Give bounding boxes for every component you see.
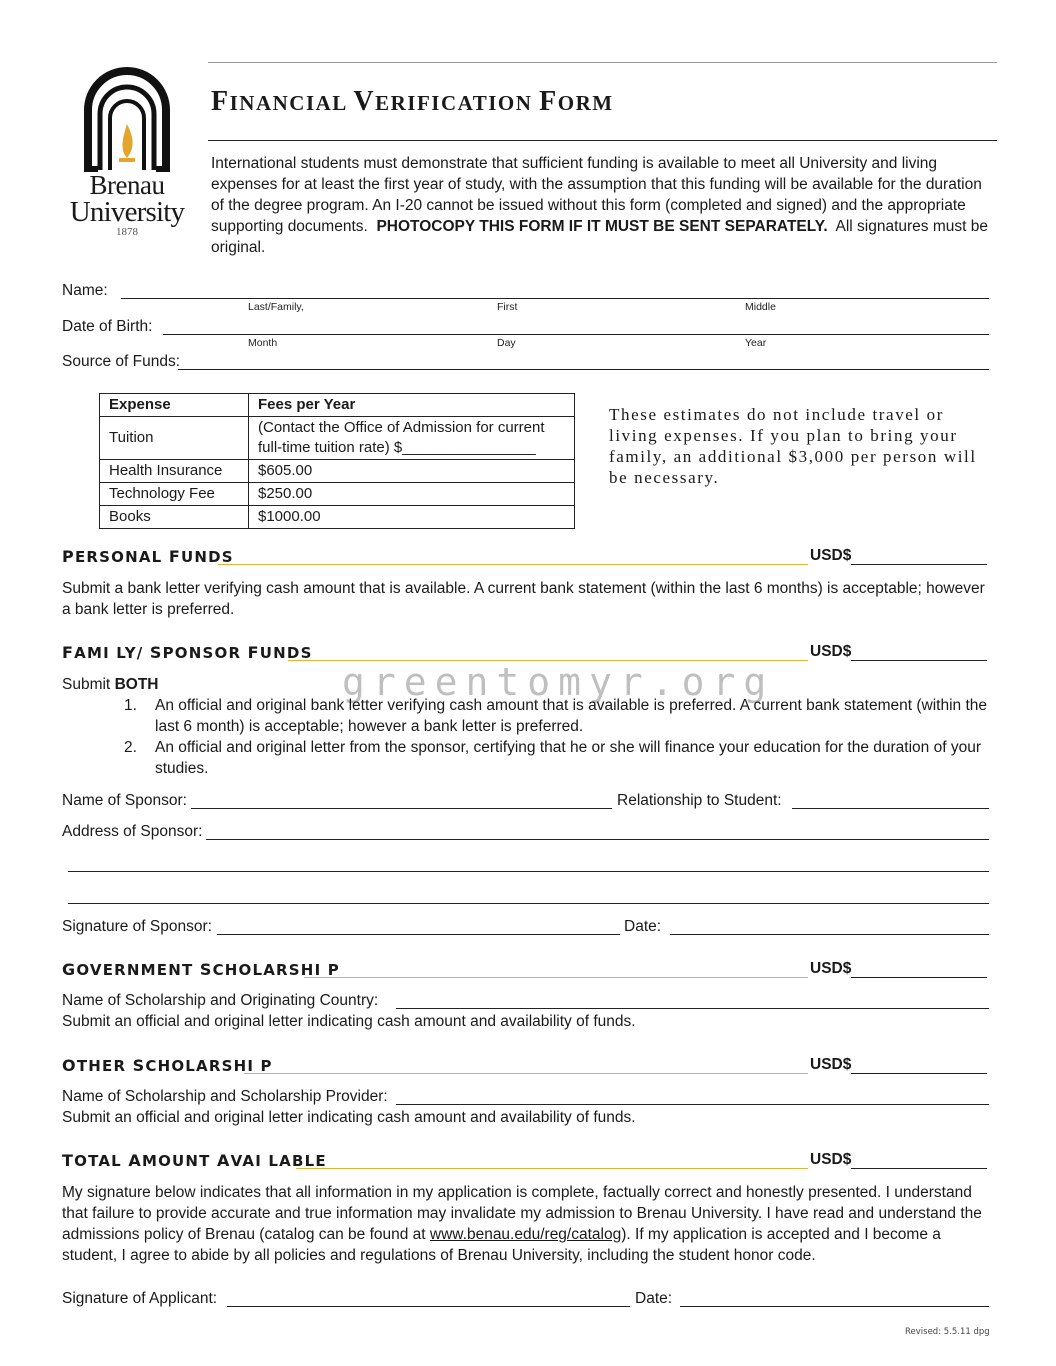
list-text: An official and original bank letter verifying cash amount that is available is preferred. A current bank statement (within the last 6 month) is acceptable; however a bank letter is preferred. bbox=[155, 697, 987, 735]
other-scholarship-heading: OTHER SCHOLARSHI P bbox=[62, 1056, 273, 1075]
dob-sub-year: Year bbox=[745, 337, 767, 349]
name-sub-first: First bbox=[497, 301, 518, 313]
applicant-statement: My signature below indicates that all information in my application is complete, factually correct and honestly presented. I understand that failure to provide accurate and true information may invalidate my admission to Brenau University. I have read and understand the admissions policy of Brenau (catalog can be found at www.benau.edu/reg/catalog). If my application is accepted and I become a student, I agree to abide by all policies and regulations of Brenau University, including the student honor code. bbox=[62, 1184, 982, 1264]
name-sub-last: Last/Family, bbox=[248, 301, 304, 313]
title-rule bbox=[208, 140, 997, 141]
sponsor-date-input-line[interactable] bbox=[670, 918, 989, 935]
catalog-link[interactable]: www.benau.edu/reg/catalog bbox=[429, 1226, 622, 1243]
applicant-date-label: Date: bbox=[635, 1290, 673, 1307]
dob-input-line[interactable] bbox=[163, 318, 989, 335]
expense-label: Technology Fee bbox=[100, 483, 249, 506]
sponsor-name-input-line[interactable] bbox=[191, 792, 612, 809]
sponsor-address-line-3[interactable] bbox=[68, 887, 989, 904]
sponsor-signature-input-line[interactable] bbox=[217, 918, 620, 935]
list-text: An official and original letter from the sponsor, certifying that he or she will finance your education for the duration of your studies. bbox=[155, 739, 981, 777]
personal-funds-heading: PERSONAL FUNDS bbox=[62, 547, 234, 566]
government-usd-field[interactable]: USD$ bbox=[810, 960, 987, 978]
table-row bbox=[100, 483, 575, 506]
list-number: 1. bbox=[124, 697, 137, 714]
table-row bbox=[100, 417, 575, 460]
sponsor-address-label: Address of Sponsor: bbox=[62, 823, 203, 840]
expense-value: $605.00 bbox=[249, 460, 575, 483]
government-scholarship-name-input-line[interactable] bbox=[396, 992, 989, 1009]
table-header-expense: Expense bbox=[100, 394, 249, 417]
government-scholarship-heading: GOVERNMENT SCHOLARSHI P bbox=[62, 960, 340, 979]
tuition-value: (Contact the Office of Admission for current full-time tuition rate) $________________ bbox=[249, 417, 575, 460]
tuition-label: Tuition bbox=[100, 417, 249, 460]
sponsor-signature-label: Signature of Sponsor: bbox=[62, 918, 212, 935]
table-header-fees: Fees per Year bbox=[249, 394, 575, 417]
family-sponsor-rule bbox=[288, 646, 808, 661]
brenau-logo bbox=[64, 62, 190, 242]
total-usd-field[interactable]: USD$ bbox=[810, 1151, 987, 1169]
sponsor-date-label: Date: bbox=[624, 918, 662, 935]
expense-value: $250.00 bbox=[249, 483, 575, 506]
government-scholarship-description: Submit an official and original letter indicating cash amount and availability of funds. bbox=[62, 1013, 636, 1030]
personal-funds-description: Submit a bank letter verifying cash amount that is available. A current bank statement (within the last 6 months) is acceptable; however a bank letter is preferred. bbox=[62, 580, 985, 618]
revised-note: Revised: 5.5.11 dpg bbox=[905, 1327, 990, 1337]
personal-funds-rule bbox=[218, 550, 808, 565]
logo-name-line1: Brenau bbox=[89, 170, 165, 200]
arch-logo-icon bbox=[64, 62, 190, 174]
sponsor-address-line-2[interactable] bbox=[68, 855, 989, 872]
table-row bbox=[100, 460, 575, 483]
logo-name-line2: University bbox=[69, 196, 185, 228]
source-input-line[interactable] bbox=[178, 353, 989, 370]
list-number: 2. bbox=[124, 739, 137, 756]
expense-table bbox=[99, 393, 575, 529]
intro-paragraph: International students must demonstrate that sufficient funding is available to meet all University and living expenses for at least the first year of study, with the assumption that this funding will be available for the duration of the degree program. An I-20 cannot be issued without this form (completed and signed) and the appropriate supporting documents. PHOTOCOPY THIS FORM IF IT MUST BE SENT SEPARATELY. All signatures must be original. bbox=[211, 155, 988, 256]
top-rule bbox=[208, 62, 997, 63]
relationship-input-line[interactable] bbox=[792, 792, 989, 809]
submit-both: Submit BOTH bbox=[62, 676, 159, 693]
government-scholarship-name-label: Name of Scholarship and Originating Country: bbox=[62, 992, 379, 1009]
estimate-note: These estimates do not include travel or living expenses. If you plan to bring your family, an additional $3,000 per person will be necessary. bbox=[609, 405, 977, 487]
expense-label: Books bbox=[100, 506, 249, 529]
sponsor-name-label: Name of Sponsor: bbox=[62, 792, 187, 809]
other-scholarship-name-input-line[interactable] bbox=[396, 1088, 989, 1105]
other-scholarship-rule bbox=[244, 1059, 808, 1074]
applicant-signature-input-line[interactable] bbox=[227, 1290, 630, 1307]
dob-sub-day: Day bbox=[497, 337, 516, 349]
family-sponsor-heading: FAMI LY/ SPONSOR FUNDS bbox=[62, 643, 313, 662]
table-header-row bbox=[100, 394, 575, 417]
other-usd-field[interactable]: USD$ bbox=[810, 1056, 987, 1074]
form-title: FINANCIAL VERIFICATION FORM bbox=[211, 86, 614, 117]
other-scholarship-description: Submit an official and original letter indicating cash amount and availability of funds. bbox=[62, 1109, 636, 1126]
dob-label: Date of Birth: bbox=[62, 318, 153, 335]
family-usd-field[interactable]: USD$ bbox=[810, 643, 987, 661]
expense-value: $1000.00 bbox=[249, 506, 575, 529]
logo-year: 1878 bbox=[116, 226, 138, 238]
sponsor-address-input-line[interactable] bbox=[206, 823, 989, 840]
other-scholarship-name-label: Name of Scholarship and Scholarship Provider: bbox=[62, 1088, 388, 1105]
personal-usd-field[interactable]: USD$ bbox=[810, 547, 987, 565]
applicant-signature-label: Signature of Applicant: bbox=[62, 1290, 218, 1307]
total-amount-rule bbox=[296, 1154, 808, 1169]
list-item bbox=[124, 737, 994, 779]
expense-label: Health Insurance bbox=[100, 460, 249, 483]
government-scholarship-rule bbox=[304, 963, 808, 978]
name-sub-middle: Middle bbox=[745, 301, 776, 313]
applicant-date-input-line[interactable] bbox=[680, 1290, 989, 1307]
name-input-line[interactable] bbox=[121, 282, 989, 299]
dob-sub-month: Month bbox=[248, 337, 278, 349]
watermark: greentomyr.org bbox=[342, 660, 775, 704]
source-label: Source of Funds: bbox=[62, 353, 181, 370]
total-amount-heading: TOTAL AMOUNT AVAI LABLE bbox=[62, 1151, 327, 1170]
table-row bbox=[100, 506, 575, 529]
name-label: Name: bbox=[62, 282, 108, 299]
relationship-label: Relationship to Student: bbox=[617, 792, 782, 809]
